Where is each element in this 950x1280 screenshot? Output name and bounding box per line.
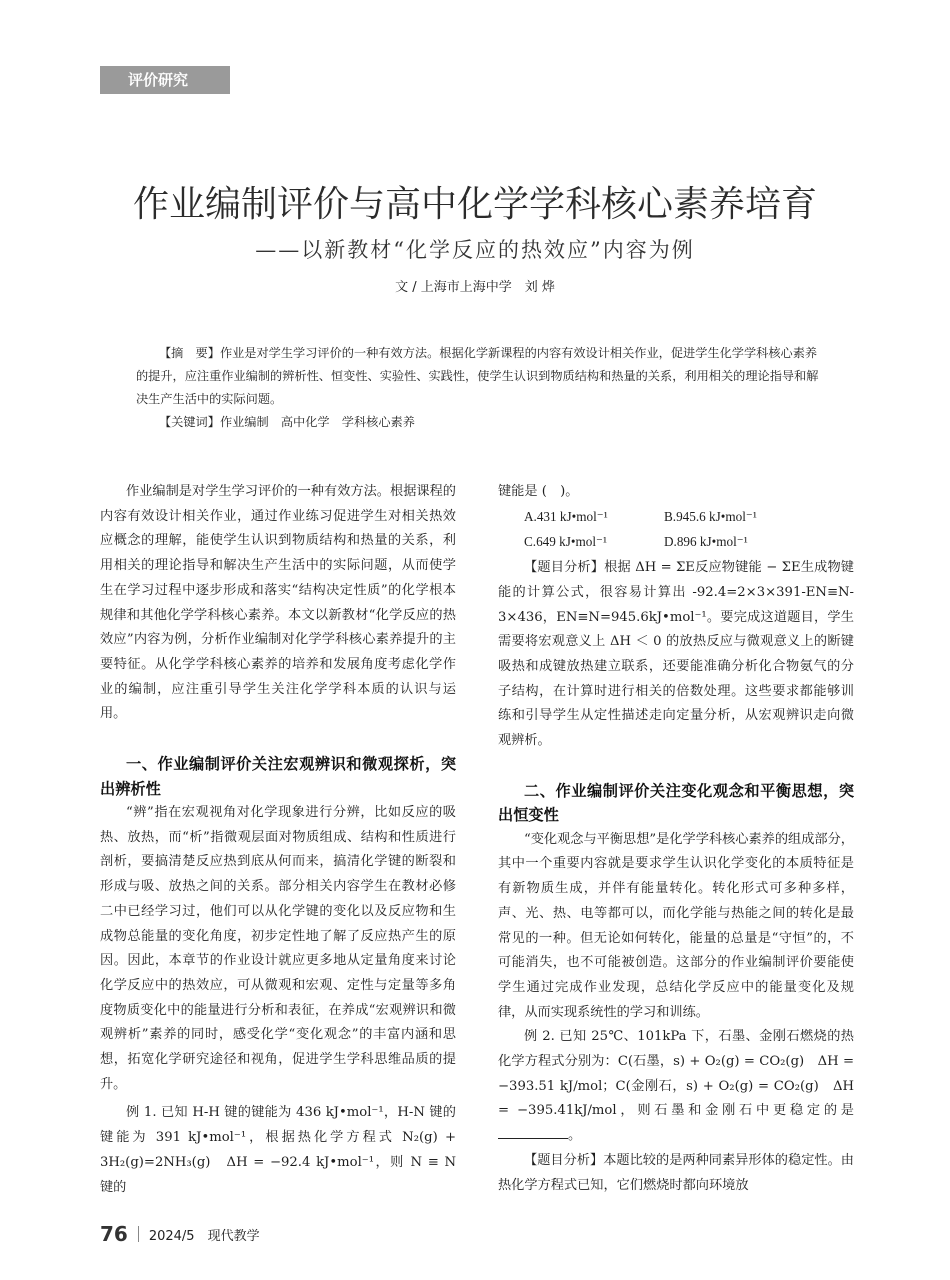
section1-heading: 一、作业编制评价关注宏观辨识和微观探析，突出辨析性: [100, 755, 456, 798]
abstract-text: 作业是对学生学习评价的一种有效方法。根据化学新课程的内容有效设计相关作业，促进学生化学学科核心素养的提升，应注重作业编制的辨析性、恒变性、实验性、实践性，使学生认识到物质结构和热量的关系，利用相关的理论指导和解决生产生活中的实际问题。: [136, 346, 819, 406]
abstract-block: [136, 342, 824, 434]
article-author: 文 / 上海市上海中学 刘 烨: [395, 280, 555, 295]
section2-paragraph: “变化观念与平衡思想”是化学学科核心素养的组成部分，其中一个重要内容就是要求学生认识化学变化的本质特征是有新物质生成，并伴有能量转化。转化形式可多种多样，声、光、热、电等都可以，而化学能与热能之间的转化是最常见的一种。但无论如何转化，能量的总量是“守恒”的，不可能消失，也不可能被创造。这部分的作业编制评价要能使学生通过完成作业发现，总结化学反应中的能量变化及规律，从而实现系统性的学习和训练。: [498, 831, 854, 1020]
example2-end: 。: [568, 1128, 582, 1144]
section-tag: 评价研究: [100, 66, 230, 94]
analysis1-paragraph: 【题目分析】根据 ΔH = ΣE反应物键能 − ΣE生成物键能的计算公式，很容易计算出 -92.4=2×3×391-EN≡N-3×436，EN≡N=945.6kJ•mol⁻¹。要完成这道题目，学生需要将宏观意义上 ΔH ＜ 0 的放热反应与微观意义上的断键吸热和成键放热建立联系，还要能准确分析化合物氨气的分子结构，在计算时进行相关的倍数处理。这些要求都能够训练和引导学生从定性描述走向定量分析，从宏观辨识走向微观辨析。: [498, 560, 854, 749]
journal-issue: 2024/5 现代教学: [148, 1228, 260, 1244]
article-subtitle: ——以新教材“化学反应的热效应”内容为例: [255, 238, 695, 262]
article-title: 作业编制评价与高中化学学科核心素养培育: [132, 184, 817, 225]
option-c: C.649 kJ•mol⁻¹: [524, 534, 607, 550]
footer-divider: [138, 1226, 139, 1242]
section1-paragraph: “辨”指在宏观视角对化学现象进行分辨，比如反应的吸热、放热，而“析”指微观层面对物质组成、结构和性质进行剖析，要搞清楚反应热到底从何而来，搞清化学键的断裂和形成与吸、放热之间的关系。部分相关内容学生在教材必修二中已经学习过，他们可以从化学键的变化以及反应物和生成物总能量的变化角度，初步定性地了解了反应热产生的原因。因此，本章节的作业设计就应更多地从定量角度来讨论化学反应中的热效应，可从微观和宏观、定性与定量等多角度物质变化中的能量进行分析和表征，在养成“宏观辨识和微观辨析”素养的同时，感受化学“变化观念”的丰富内涵和思想，拓宽化学研究途径和视角，促进学生学科思维品质的提升。: [100, 805, 456, 1092]
example2-text: 例 2. 已知 25℃、101kPa 下，石墨、金刚石燃烧的热化学方程式分别为：C(石墨，s) + O₂(g) = CO₂(g) ΔH = −393.51 kJ/mol；C(金刚石，s) + O₂(g) = CO₂(g) ΔH = −395.41kJ/mol，则石墨和金刚石中更稳定的是: [498, 1029, 854, 1119]
keywords-label: 【关键词】: [159, 415, 220, 429]
keywords-text: 作业编制 高中化学 学科核心素养: [219, 415, 415, 429]
option-a: A.431 kJ•mol⁻¹: [524, 508, 608, 524]
abstract-label: 【摘 要】: [159, 346, 220, 360]
example1-question: 例 1. 已知 H-H 键的键能为 436 kJ•mol⁻¹，H-N 键的键能为 391 kJ•mol⁻¹，根据热化学方程式 N₂(g) + 3H₂(g)=2NH₃(g) ΔH = −92.4 kJ•mol⁻¹，则 N ≡ N 键的: [100, 1105, 456, 1195]
section2-heading: 二、作业编制评价关注变化观念和平衡思想，突出恒变性: [498, 781, 854, 825]
option-d: D.896 kJ•mol⁻¹: [664, 534, 748, 550]
abstract: [136, 342, 824, 411]
answer-blank: [498, 1124, 568, 1139]
analysis2-paragraph: 【题目分析】本题比较的是两种同素异形体的稳定性。由热化学方程式已知，它们燃烧时都向环境放: [498, 1152, 854, 1193]
page-footer: [100, 1222, 260, 1246]
page-number: 76: [100, 1222, 128, 1246]
example2-question: [498, 1025, 854, 1149]
answer-options: [498, 505, 854, 556]
option-b: B.945.6 kJ•mol⁻¹: [664, 508, 757, 524]
example1-continuation: 键能是 ( )。: [498, 484, 579, 499]
intro-paragraph: 作业编制是对学生学习评价的一种有效方法。根据课程的内容有效设计相关作业，通过作业练习促进学生对相关热效应概念的理解，能使学生认识到物质结构和热量的关系，利用相关的理论指导和解决生产生活中的实际问题，从而使学生在学习过程中逐步形成和落实“结构决定性质”的化学根本规律和其他化学学科核心素养。本文以新教材“化学反应的热效应”内容为例，分析作业编制对化学学科核心素养提升的主要特征。从化学学科核心素养的培养和发展角度考虑化学作业的编制，应注重引导学生关注化学学科本质的认识与运用。: [100, 484, 456, 722]
left-column: [100, 480, 456, 1200]
keywords: [136, 411, 824, 434]
right-column: [498, 480, 854, 1198]
